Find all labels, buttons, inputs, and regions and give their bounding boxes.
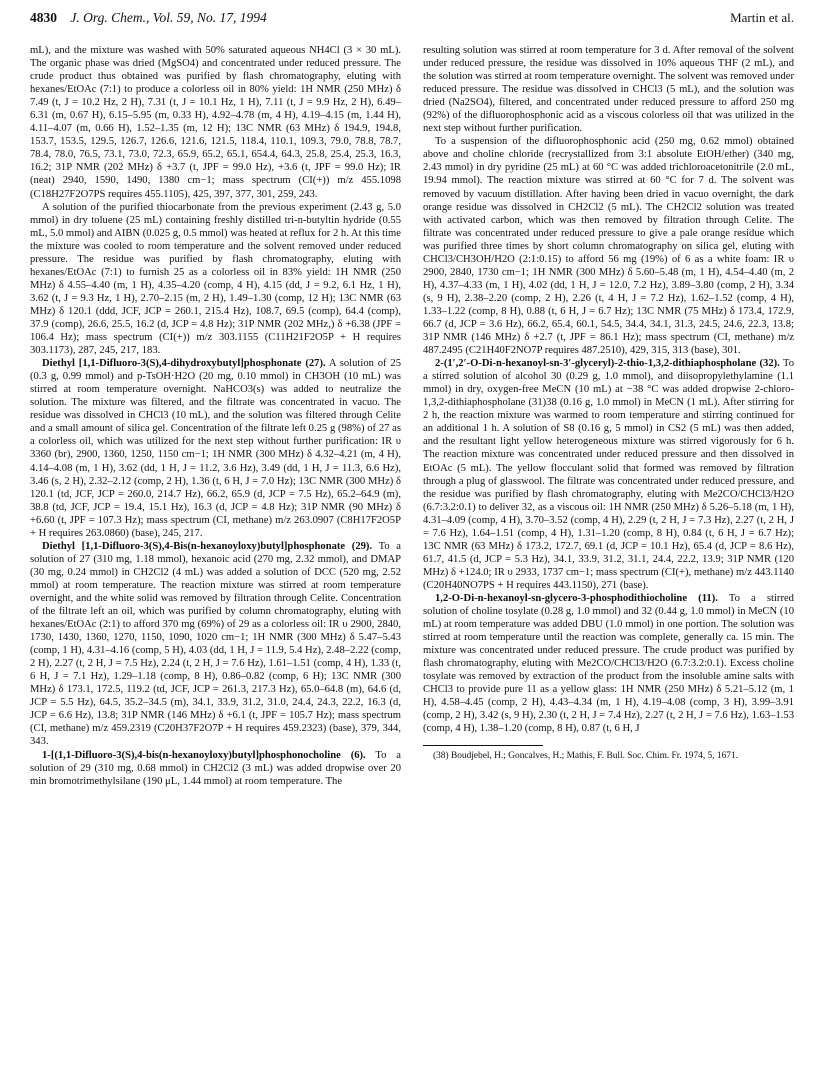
paragraph: mL), and the mixture was washed with 50% saturated aqueous NH4Cl (3 × 30 mL). The organic phase was dried (MgSO4) and concentrated under reduced pressure. The crude product thus obtained was purified by flash chromatography, eluting with hexanes/EtOAc (7:1) to produce a colorless oil in 80% yield: 1H NMR (250 MHz) δ 7.49 (t, J = 10.2 Hz, 2 H), 7.31 (t, J = 10.1 Hz, 1 H), 7.11 (t, J = 9.9 Hz, 2 H), 6.49–6.31 (m, 0.67 H), 6.15–5.95 (m, 0.33 H), 4.92–4.78 (m, 4 H), 4.19–4.15 (m, 1.44 H), 4.11–4.07 (m, 0.66 H), 1.52–1.35 (m, 12 H); 13C NMR (63 MHz) δ 194.9, 194.8, 153.7, 153.5, 129.5, 126.7, 126.6, 121.6, 121.5, 118.4, 110.1, 109.3, 79.0, 78.8, 78.7, 78.4, 78.0, 76.5, 73.1, 73.0, 72.3, 65.9, 65.2, 65.1, 654.4, 64.3, 25.8, 25.4, 25.3, 16.3, 16.2; 31P NMR (202 MHz) δ +3.7 (t, JPF = 99.0 Hz), +3.6 (t, JPF = 99.0 Hz); IR (neat) 2940, 1590, 1490, 1380 cm−1; mass spectrum (CI(+)) m/z 455.1098 (C18H27F2O7PS requires 455.1105), 425, 397, 377, 301, 259, 243.: [30, 45, 401, 200]
two-column-body: [30, 44, 794, 788]
running-header: [30, 10, 794, 32]
page-number: 4830: [30, 10, 57, 25]
compound-heading: 2-(1′,2′-O-Di-n-hexanoyl-sn-3′-glyceryl)-2-thio-1,3,2-dithiaphospholane (32).: [435, 358, 780, 370]
paragraph: A solution of the purified thiocarbonate from the previous experiment (2.43 g, 5.0 mmol) in dry toluene (25 mL) containing freshly distilled tri-n-butyltin hydride (0.55 mL, 5.0 mmol) and AIBN (0.025 g, 0.5 mmol) was heated at reflux for 2 h. At this time the mixture was cooled to room temperature and the solvent removed under reduced pressure. The residue was purified by flash chromatography, eluting with hexanes/EtOAc (7:1) to furnish 25 as a colorless oil in 83% yield: 1H NMR (250 MHz) δ 4.55–4.40 (m, 1 H), 4.35–4.20 (comp, 4 H), 4.15 (dd, J = 9.2, 6.1 Hz, 1 H), 3.62 (t, J = 9.3 Hz, 1 H), 2.70–2.15 (m, 2 H), 1.49–1.30 (comp, 12 H); 13C NMR (63 MHz) δ 120.1 (ddd, JCF, JCP = 260.1, 215.4 Hz), 108.7, 69.5 (comp), 64.4 (comp), 37.9 (comp), 26.6, 25.5, 16.2 (d, JCP = 4.8 Hz); 31P NMR (202 MHz,) δ +6.38 (JPF = 106.4 Hz); mass spectrum (CI(+)) m/z 303.1155 (C11H21F2O5P + H requires 303.1173), 287, 245, 217, 183.: [30, 201, 401, 357]
header-authors: Martin et al.: [730, 10, 794, 25]
paragraph: To a suspension of the difluorophosphonic acid (250 mg, 0.62 mmol) obtained above and choline chloride (recrystallized from 3:1 absolute EtOH/ether) (340 mg, 2.43 mmol) in dry pyridine (25 mL) at 60 °C was added trichloroacetonitrile (2.0 mL, 19.94 mmol). The reaction mixture was stirred at 60 °C for 7 d. The solvent was removed by vacuum distillation. After having been dried in vacuo overnight, the dark orange residue was dissolved in CH2Cl2 (5 mL). The CH2Cl2 solution was treated with activated carbon, which was then removed by filtration through Celite. The filtrate was concentrated under reduced pressure to give a pale orange residue which was purified three times by short column chromatography on silica gel, eluting with CHCl3/CH3OH/H2O (2:1:0.15) to afford 56 mg (19%) of 6 as a white foam: IR υ 2900, 2840, 1730 cm−1; 1H NMR (300 MHz) δ 5.60–5.48 (m, 1 H), 4.54–4.40 (m, 2 H), 4.37–4.33 (m, 1 H), 4.02 (dd, 1 H, J = 12.0, 7.2 Hz), 3.89–3.80 (comp, 2 H), 3.34 (s, 9 H), 2.38–2.20 (comp, 2 H), 2.26 (t, 4 H, J = 7.2 Hz), 1.62–1.52 (comp, 4 H), 1.33–1.22 (comp, 8 H), 0.88 (t, 6 H, J = 6.7 Hz); 13C NMR (75 MHz) δ 173.4, 172.9, 66.7 (d, JCP = 3.6 Hz), 66.2, 65.4, 60.1, 54.5, 34.4, 34.1, 31.3, 24.5, 24.6, 22.3, 13.8; 31P NMR (146 MHz) δ +2.7 (t, JPF = 86.1 Hz); mass spectrum (CI, methane) m/z 487.2495 (C21H40F2NO7P requires 487.2510), 429, 315, 313 (base), 301.: [423, 136, 794, 357]
journal-citation: J. Org. Chem., Vol. 59, No. 17, 1994: [70, 10, 267, 25]
paragraph: Diethyl [1,1-Difluoro-3(S),4-dihydroxybutyl]phosphonate (27). A solution of 25 (0.3 g, 0.99 mmol) and p-TsOH·H2O (20 mg, 0.10 mmol) in CH3OH (10 mL) was stirred at room temperature overnight. NaHCO3(s) was added to neutralize the solution. The mixture was filtered, and the filtrate was concentrated in vacuo. The residue was dissolved in CHCl3 (10 mL), and the solution was filtered through Celite and a small amount of silica gel. Concentration of the filtrate left 0.25 g (98%) of 27 as a colorless oil, which was utilized for the next step without further purification: IR υ 3360 (br), 2900, 1360, 1250, 1150 cm−1; 1H NMR (300 MHz) δ 4.32–4.21 (m, 4 H), 4.14–4.08 (m, 1 H), 3.62 (dd, 1 H, J = 11.2, 3.6 Hz), 3.49 (dd, 1 H, J = 11.3, 6.6 Hz), 3.46 (s, 2 H), 2.32–2.12 (comp, 2 H), 1.36 (t, 6 H, J = 7.0 Hz); 13C NMR (300 MHz) δ 120.1 (td, JCF, JCP = 260.0, 214.7 Hz), 66.2, 65.9 (d, JCP = 7.5 Hz), 65.2–64.9 (m), 38.8 (td, JCF, JCP = 19.4, 15.1 Hz), 16.3 (d, JCP = 4.8 Hz); 31P NMR (90 MHz) δ +6.60 (t, JPF = 107.3 Hz); mass spectrum (CI, methane) m/z 263.0907 (C8H17F2O5P + H requires 263.0860) (base), 245, 217.: [30, 358, 401, 539]
compound-heading: 1,2-O-Di-n-hexanoyl-sn-glycero-3-phosphodithiocholine (11).: [435, 592, 718, 604]
compound-heading: Diethyl [1,1-Difluoro-3(S),4-Bis(n-hexanoyloxy)butyl]phosphonate (29).: [42, 540, 373, 552]
compound-heading: Diethyl [1,1-Difluoro-3(S),4-dihydroxybutyl]phosphonate (27).: [42, 358, 326, 370]
footnote-divider: [423, 745, 543, 746]
header-left: [30, 10, 267, 26]
paragraph: 1,2-O-Di-n-hexanoyl-sn-glycero-3-phosphodithiocholine (11). To a stirred solution of choline tosylate (0.28 g, 1.0 mmol) and 32 (0.44 g, 1.0 mmol) in MeCN (10 mL) at room temperature was added DBU (1.0 mmol) in one portion. The solution was stirred at room temperature until the reaction was complete, generally ca. 15 min. The mixture was concentrated under reduced pressure. The crude product was purified by flash chromatography, eluting with Me2CO/CHCl3/H2O (6.7:3.2:0.1). Excess choline tosylate was removed by extraction of the product from the insoluble amine salts with CHCl3 to provide pure 11 as a yellow glass: 1H NMR (250 MHz) δ 5.21–5.12 (m, 1 H), 4.58–4.45 (comp, 2 H), 4.43–4.34 (m, 1 H), 4.19–4.08 (comp, 3 H), 3.99–3.91 (comp, 2 H), 3.42 (s, 9 H), 2.30 (t, 2 H, J = 7.4 Hz), 2.27 (t, 2 H, J = 7.6 Hz), 1.63–1.53 (comp, 4 H), 1.38–1.20 (comp, 8 H), 0.87 (t, 6 H, J: [423, 592, 794, 735]
left-column: [30, 44, 401, 788]
paragraph: resulting solution was stirred at room temperature for 3 d. After removal of the solvent under reduced pressure, the residue was dissolved in 10% aqueous THF (2 mL), and the solution was stirred at room temperature overnight. The solvent was removed under reduced pressure. The residue was dissolved in CHCl3 (5 mL), and the solution was dried (Na2SO4), filtered, and concentrated under reduced pressure to afford 250 mg (92%) of the difluorophosphonic acid as a viscous colorless oil that was utilized in the next step without further purification.: [423, 45, 794, 135]
paragraph: 1-[(1,1-Difluoro-3(S),4-bis(n-hexanoyloxy)butyl]phosphonocholine (6). To a solution of 29 (310 mg, 0.68 mmol) in CH2Cl2 (3 mL) was added dropwise over 20 min bromotrimethylsilane (190 μL, 1.44 mmol) at room temperature. The: [30, 749, 401, 787]
right-column: [423, 44, 794, 788]
footnote: (38) Boudjebel, H.; Goncalves, H.; Mathis, F. Bull. Soc. Chim. Fr. 1974, 5, 1671.: [433, 751, 738, 762]
paragraph: Diethyl [1,1-Difluoro-3(S),4-Bis(n-hexanoyloxy)butyl]phosphonate (29). To a solution of 27 (310 mg, 1.18 mmol), hexanoic acid (270 mg, 2.32 mmol), and DMAP (30 mg, 0.24 mmol) in CH2Cl2 (4 mL) was added a solution of DCC (520 mg, 2.52 mmol) at room temperature. The reaction mixture was stirred at room temperature overnight, and the white solid was removed by filtration through Celite. Concentration of the filtrate left an oil, which was purified by column chromatography, eluting with hexanes/EtOAc (2:1) to afford 370 mg (69%) of 29 as a colorless oil: IR υ 2900, 2840, 1730, 1430, 1360, 1270, 1150, 1090, 1020 cm−1; 1H NMR (300 MHz) δ 5.47–5.43 (comp, 1 H), 4.31–4.16 (comp, 5 H), 4.03 (dd, 1 H, J = 11.9, 5.4 Hz), 2.48–2.22 (comp, 2 H), 2.27 (t, 2 H, J = 7.5 Hz), 2.24 (t, 2 H, J = 7.6 Hz), 1.61–1.51 (comp, 4 H), 1.33 (t, 6 H, J = 7.1 Hz), 1.29–1.18 (comp, 8 H), 0.86–0.82 (comp, 6 H); 13C NMR (300 MHz) δ 173.1, 172.5, 119.2 (td, JCF, JCP = 261.3, 217.3 Hz), 65.0–64.8 (m), 64.6 (d, JCP = 5.5 Hz), 64.5, 35.2–34.5 (m), 34.1, 33.9, 31.2, 31.0, 24.4, 24.3, 22.2, 16.3 (d, JCP = 6.6 Hz), 13.8; 31P NMR (146 MHz) δ +6.1 (t, JPF = 105.7 Hz); mass spectrum (CI, methane) m/z 459.2319 (C20H37F2O7P + H requires 459.2323) (base), 379, 344, 343.: [30, 540, 401, 748]
paragraph: 2-(1′,2′-O-Di-n-hexanoyl-sn-3′-glyceryl)-2-thio-1,3,2-dithiaphospholane (32). To a stirred solution of alcohol 30 (0.29 g, 1.0 mmol), and diisopropylethylamine (1.1 mmol) in dry, oxygen-free MeCN (10 mL) at −38 °C was added dropwise 2-chloro-1,3,2-dithiaphospholane (31)38 (0.16 g, 1.0 mmol) in MeCN (1 mL). After stirring for 2 h, the reaction mixture was warmed to room temperature and stirring continued for an additional 1 h. A solution of S8 (0.16 g, 5 mmol) in CS2 (5 mL) was then added, and the resultant light yellow heterogeneous mixture was stirred vigorously for 6 h. The reaction mixture was concentrated under reduced pressure and then dissolved in EtOAc (5 mL). The yellow flocculant solid that formed was removed by filtration through a plug of glasswool. The filtrate was concentrated under reduced pressure, and the residue was purified by flash chromatography, eluting with Me2CO/CHCl3/H2O (6.7:3.2:0.1) to deliver 32, as a viscous oil: 1H NMR (250 MHz) δ 5.26–5.18 (m, 1 H), 4.31–4.09 (comp, 4 H), 3.70–3.52 (comp, 4 H), 2.29 (t, 2 H, J = 7.3 Hz), 2.27 (t, 2 H, J = 7.6 Hz), 1.64–1.51 (comp, 4 H), 1.31–1.20 (comp, 8 H), 0.84 (t, 6 H, J = 6.7 Hz); 13C NMR (63 MHz) δ 173.2, 172.7, 69.1 (d, JCP = 10.1 Hz), 65.4 (d, JCP = 8.6 Hz), 61.7, 41.5 (d, JCP = 5.3 Hz), 34.1, 33.9, 31.2, 31.1, 24.4, 22.2, 13.9; 31P NMR (120 MHz) δ +124.0; IR υ 2933, 1737 cm−1; mass spectrum (CI(+), methane) m/z 443.1140 (C20H40NO7PS + H requires 443.1150), 271 (base).: [423, 358, 794, 591]
compound-heading: 1-[(1,1-Difluoro-3(S),4-bis(n-hexanoyloxy)butyl]phosphonocholine (6).: [42, 749, 366, 761]
